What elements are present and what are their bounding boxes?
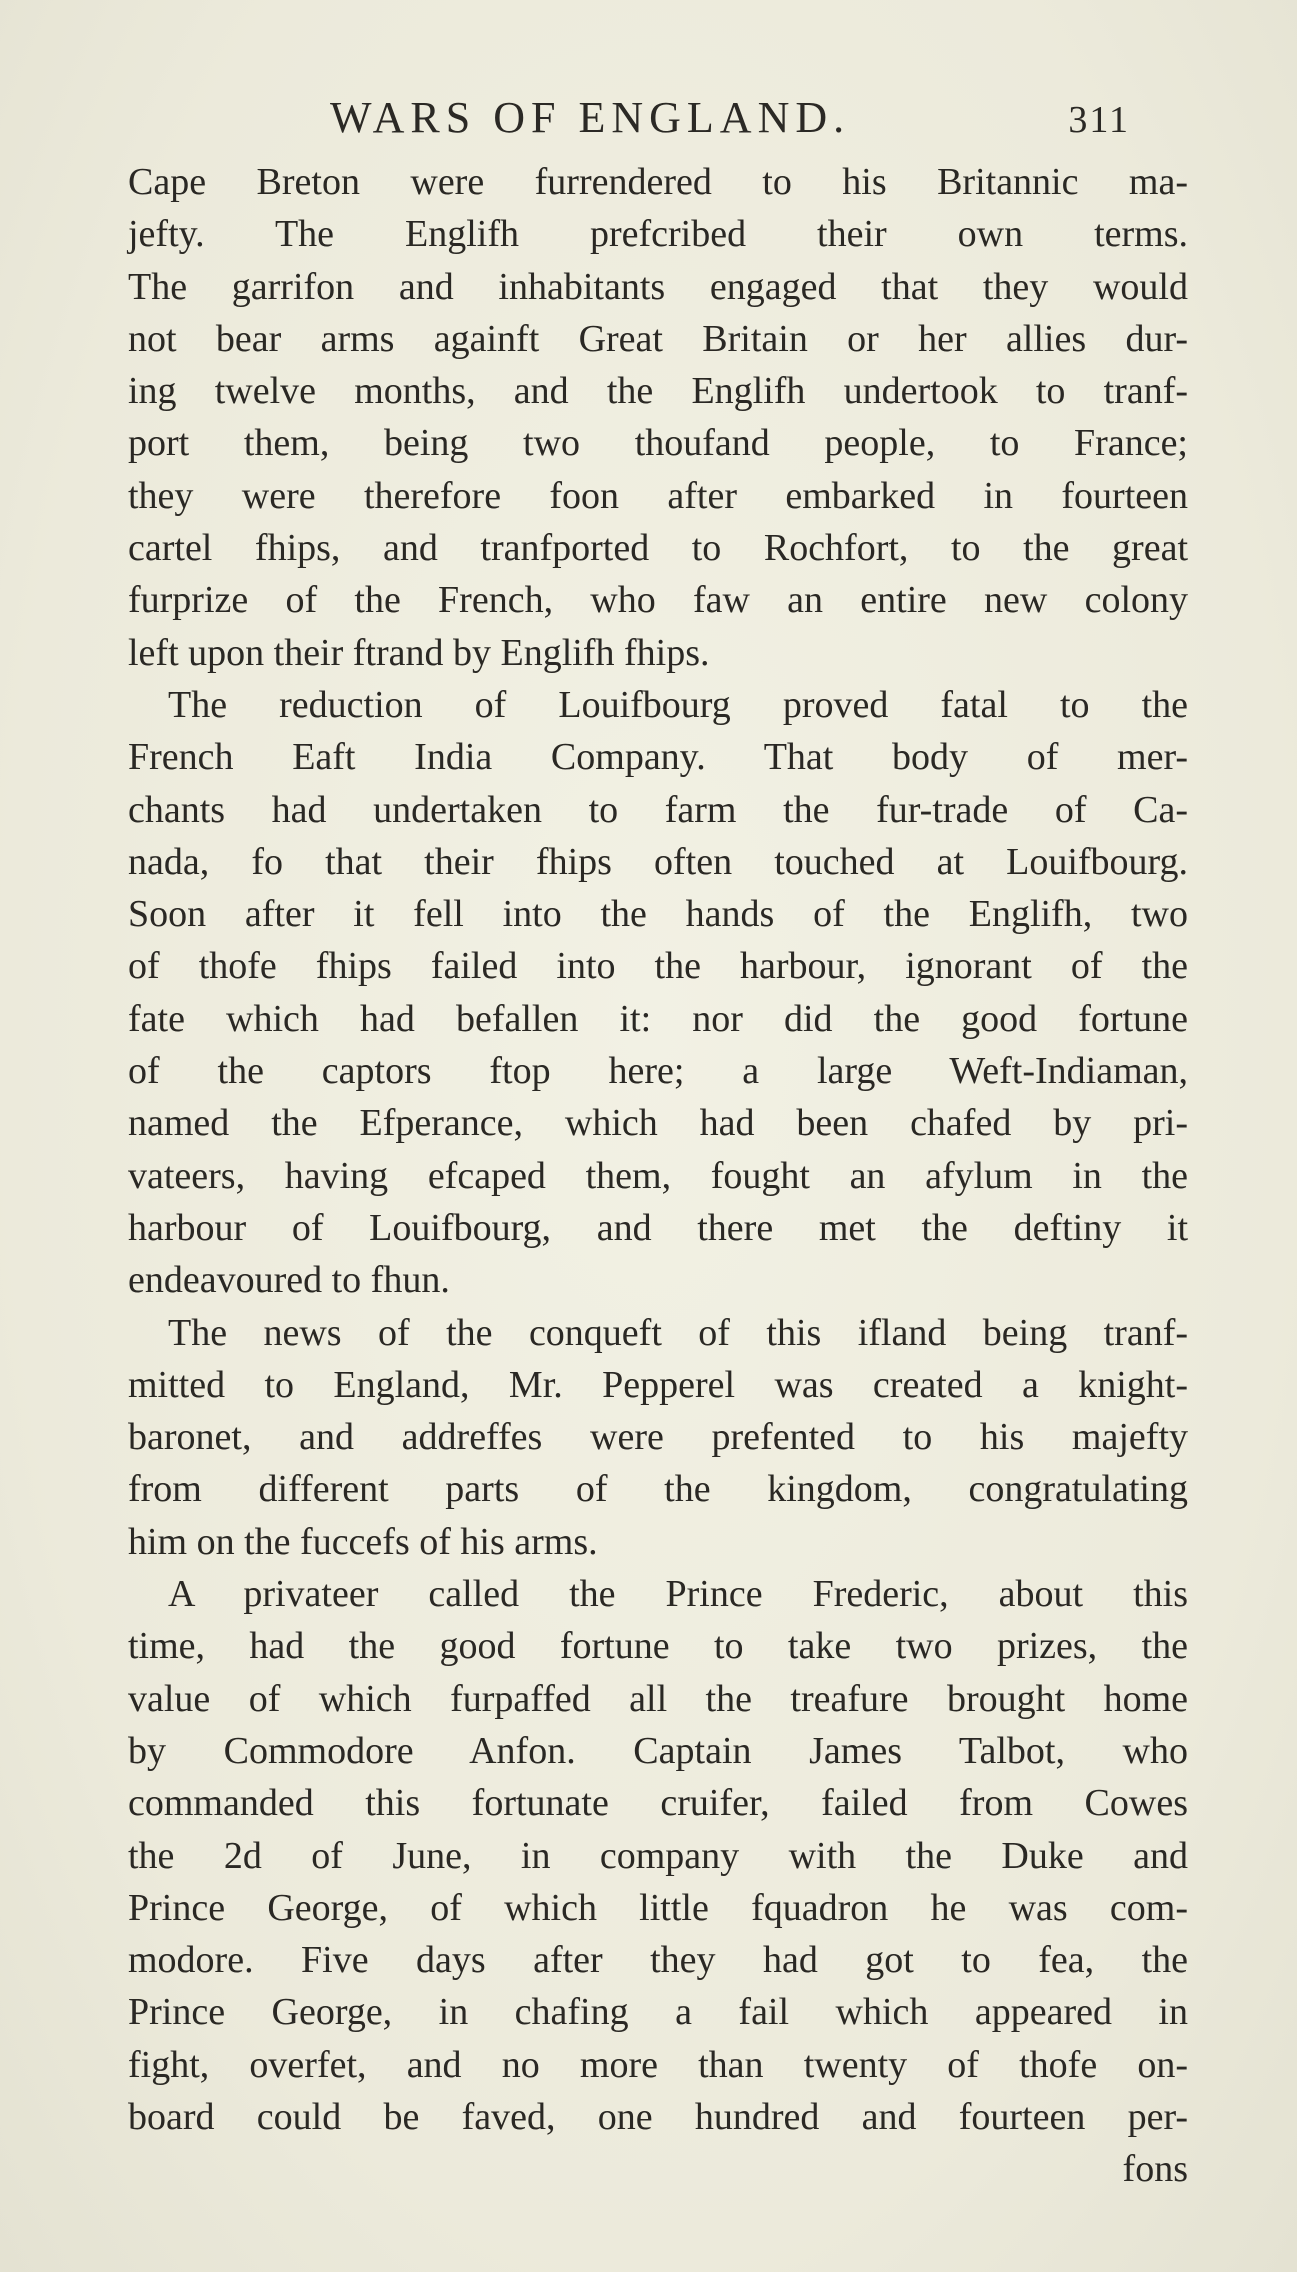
text-line: The news of the conqueft of this ifland being tranf-	[168, 1311, 1188, 1354]
text-line: French Eaft India Company. That body of mer-	[128, 736, 1188, 779]
text-line: baronet, and addreffes were prefented to his majefty	[128, 1416, 1188, 1459]
text-line: A privateer called the Prince Frederic, about this	[168, 1573, 1188, 1616]
page-number: 311	[1068, 99, 1130, 141]
text-line: they were therefore foon after embarked in fourteen	[128, 474, 1188, 517]
text-line: jefty. The Englifh prefcribed their own terms.	[128, 213, 1188, 256]
text-line: ing twelve months, and the Englifh undertook to tranf-	[128, 370, 1188, 413]
text-line: The reduction of Louifbourg proved fatal to the	[168, 683, 1188, 726]
text-line: from different parts of the kingdom, congratulating	[128, 1468, 1188, 1511]
text-line: Prince George, in chafing a fail which appeared in	[128, 1991, 1188, 2034]
text-line: board could be faved, one hundred and fourteen per-	[128, 2095, 1188, 2138]
text-line: time, had the good fortune to take two prizes, the	[128, 1625, 1188, 1668]
text-line: furprize of the French, who faw an entire new colony	[128, 579, 1188, 622]
text-line: modore. Five days after they had got to fea, the	[128, 1939, 1188, 1982]
text-line: vateers, having efcaped them, fought an afylum in the	[128, 1154, 1188, 1197]
text-line: cartel fhips, and tranfported to Rochfort, to the great	[128, 527, 1188, 570]
text-line: endeavoured to fhun.	[128, 1259, 450, 1302]
text-line: fate which had befallen it: nor did the good fortune	[128, 997, 1188, 1040]
text-line: chants had undertaken to farm the fur-trade of Ca-	[128, 788, 1188, 831]
text-line: not bear arms againft Great Britain or her allies dur-	[128, 317, 1188, 360]
text-line: the 2d of June, in company with the Duke and	[128, 1834, 1188, 1877]
text-line: by Commodore Anfon. Captain James Talbot, who	[128, 1729, 1188, 1772]
page-header	[330, 92, 1130, 152]
text-line: left upon their ftrand by Englifh fhips.	[128, 631, 710, 674]
text-line: port them, being two thoufand people, to France;	[128, 422, 1188, 465]
catchword: fons	[1122, 2148, 1188, 2191]
text-line: Cape Breton were furrendered to his Britannic ma-	[128, 161, 1188, 203]
text-line: of thofe fhips failed into the harbour, ignorant of the	[128, 945, 1188, 988]
running-title: WARS OF ENGLAND.	[330, 93, 851, 142]
text-line: him on the fuccefs of his arms.	[128, 1520, 598, 1563]
text-line: fight, overfet, and no more than twenty of thofe on-	[128, 2043, 1188, 2086]
text-line: The garrifon and inhabitants engaged that they would	[128, 265, 1188, 308]
text-line: of the captors ftop here; a large Weft-Indiaman,	[128, 1050, 1188, 1093]
text-line: harbour of Louifbourg, and there met the deftiny it	[128, 1206, 1188, 1249]
text-line: named the Efperance, which had been chafed by pri-	[128, 1102, 1188, 1145]
text-line: Prince George, of which little fquadron he was com-	[128, 1886, 1188, 1929]
text-line: Soon after it fell into the hands of the Englifh, two	[128, 893, 1188, 936]
body-text	[128, 156, 1188, 2196]
text-line: commanded this fortunate cruifer, failed from Cowes	[128, 1782, 1188, 1825]
text-line: value of which furpaffed all the treafure brought home	[128, 1677, 1188, 1720]
text-line: mitted to England, Mr. Pepperel was created a knight-	[128, 1363, 1188, 1406]
text-line: nada, fo that their fhips often touched at Louifbourg.	[128, 840, 1188, 883]
